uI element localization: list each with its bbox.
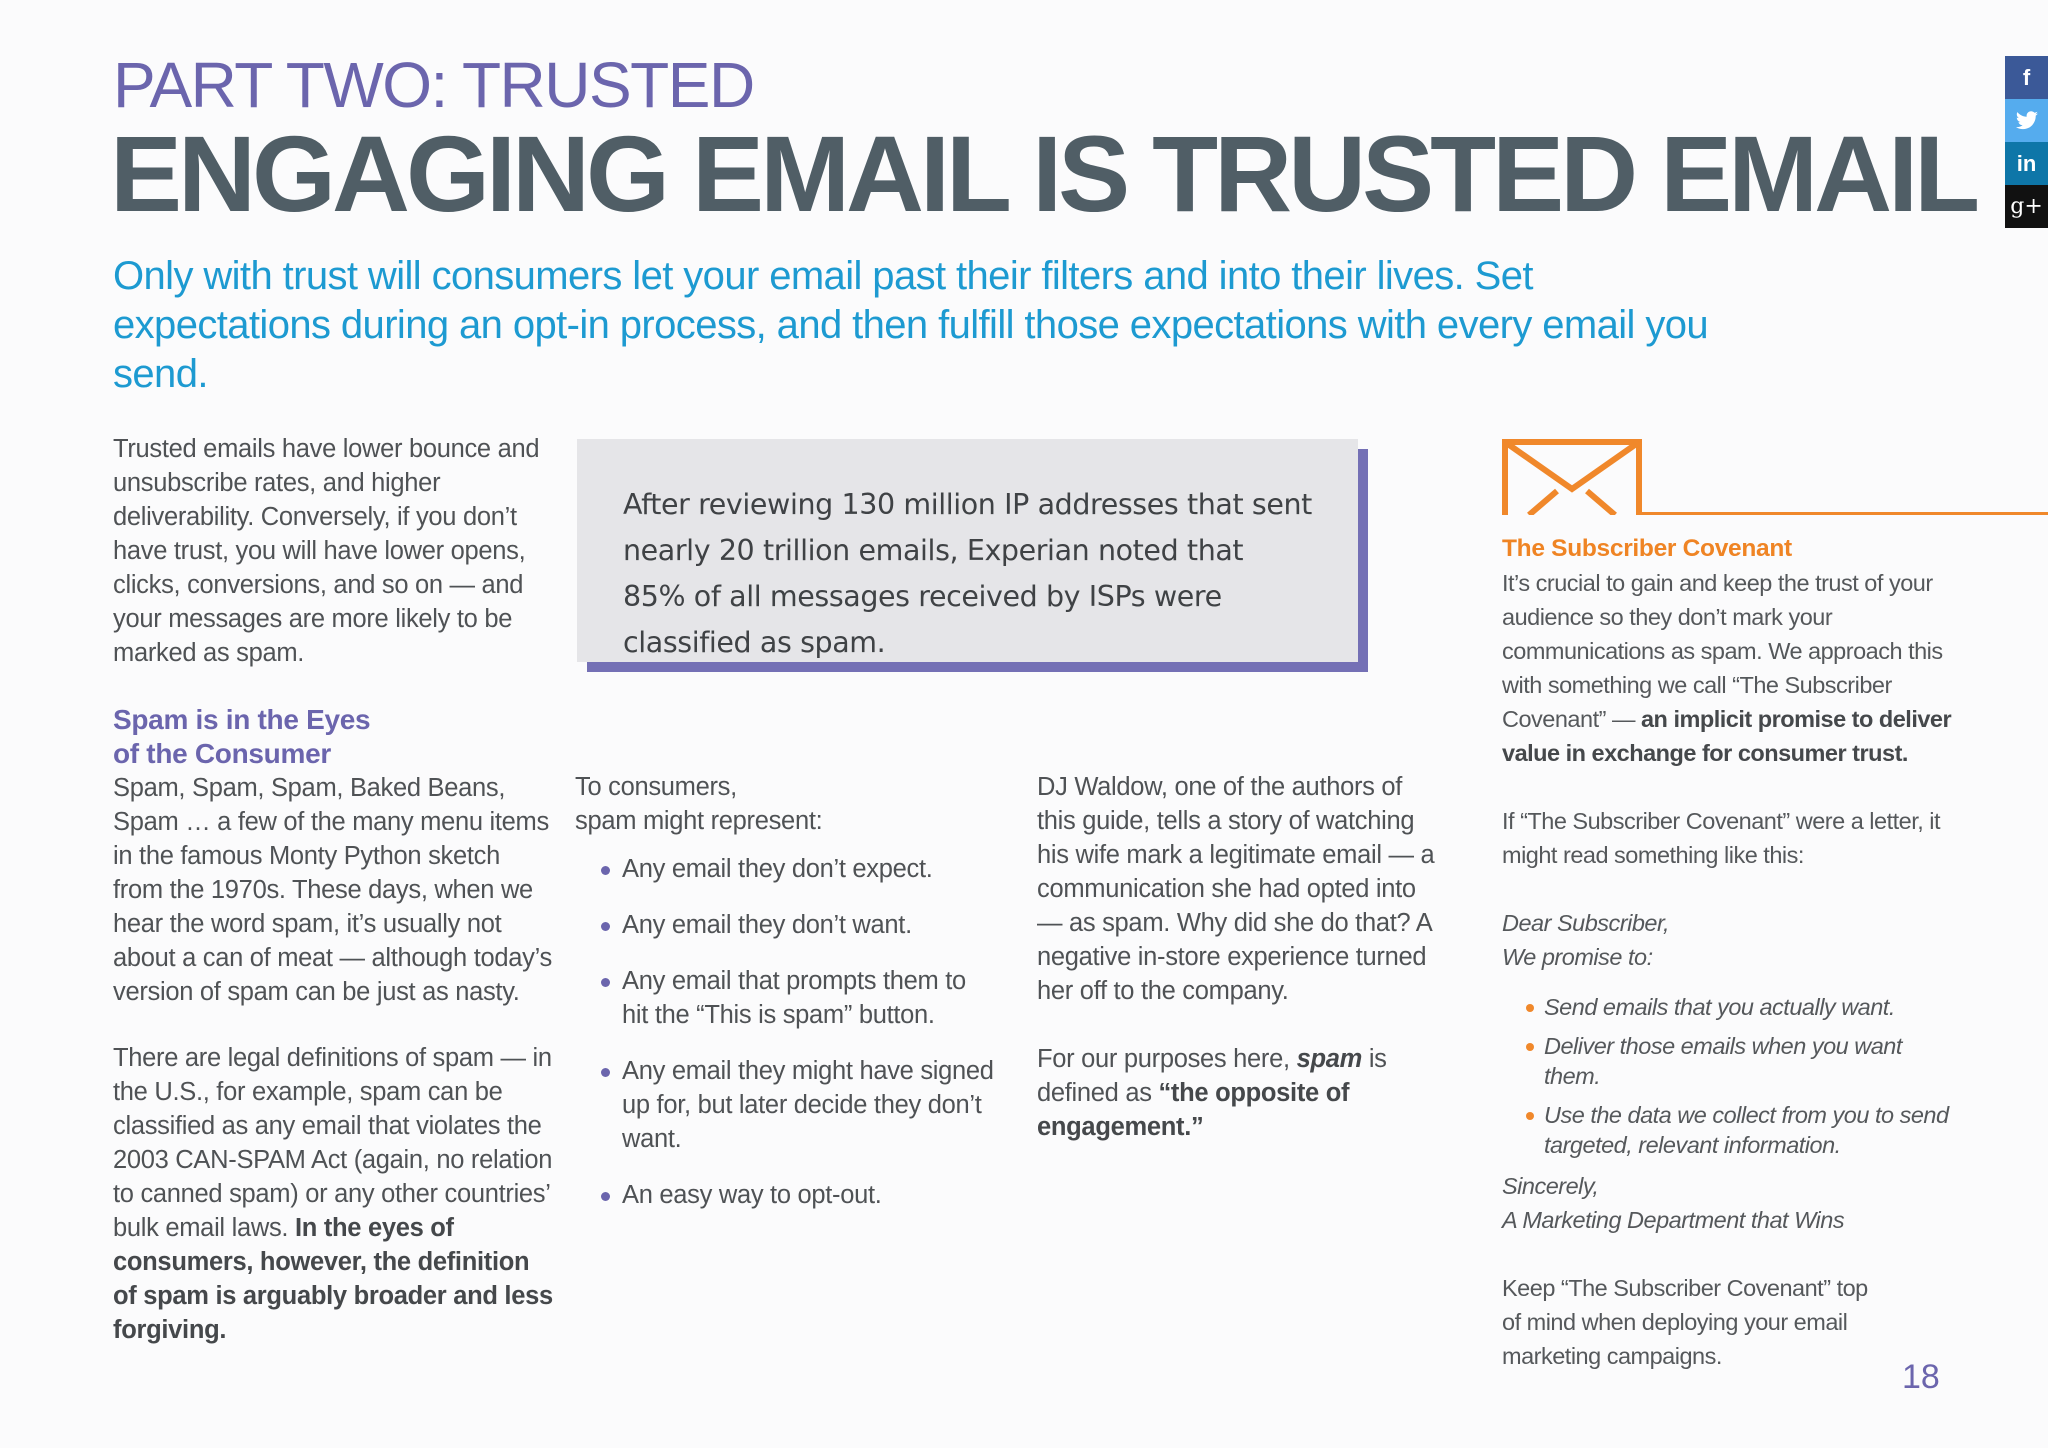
legal-definition-emphasis: In the eyes of consumers, however, the definition of spam is arguably broader and less forgiving. [113, 1214, 553, 1344]
dj-waldow-paragraph: DJ Waldow, one of the authors of this guide, tells a story of watching his wife mark a legitimate email — a communication she had opted into — as spam. Why did she do that? A negative in-store experience turned her off to the company. [1037, 773, 1435, 1005]
bullet-icon [601, 1192, 610, 1201]
list-item-text: Any email they might have signed up for, but later decide they don’t want. [622, 1057, 994, 1153]
bullet-icon [601, 922, 610, 931]
column-1 [113, 432, 553, 1347]
spam-subheading-line-1: Spam is in the Eyes [113, 704, 371, 735]
promise-text: Send emails that you actually want. [1544, 994, 1895, 1020]
experian-quote-box [577, 439, 1358, 662]
subscriber-covenant-sidebar [1502, 532, 1952, 1373]
linkedin-share-button[interactable] [2005, 142, 2048, 185]
linkedin-icon: in [2016, 150, 2037, 176]
letter-signoff: Sincerely, [1502, 1173, 1599, 1199]
letter-greeting: Dear Subscriber, [1502, 910, 1670, 936]
orange-divider [1642, 512, 2048, 515]
list-item [575, 908, 995, 942]
list-item-text: An easy way to opt-out. [622, 1181, 882, 1209]
monty-python-paragraph: Spam, Spam, Spam, Baked Beans, Spam … a few of the many menu items in the famous Monty Python sketch from the 1970s. These days, when we hear the word spam, it’s usually not about a can of meat — although today’s version of spam can be just as nasty. [113, 774, 552, 1006]
covenant-intro-text: It’s crucial to gain and keep the trust of your audience so they don’t mark your communications as spam. We approach this with something we call “The Subscriber Covenant” — [1502, 570, 1943, 732]
list-item-text: Any email they don’t expect. [622, 855, 933, 883]
intro-text: Only with trust will consumers let your email past their filters and into their lives. Set expectations during an opt-in process, and then fulfill those expectations with every email you send. [113, 254, 1709, 396]
promise-text: Use the data we collect from you to send targeted, relevant information. [1544, 1102, 1949, 1158]
promise-text: Deliver those emails when you want them. [1544, 1033, 1902, 1089]
envelope-icon [1502, 439, 1642, 515]
page-number: 18 [1902, 1358, 1940, 1396]
consumers-intro-line-1: To consumers, [575, 773, 737, 801]
bullet-icon [601, 978, 610, 987]
list-item [575, 964, 995, 1032]
list-item [575, 852, 995, 886]
consumers-intro-line-2: spam might represent: [575, 807, 823, 835]
covenant-closing: Keep “The Subscriber Covenant” top of mind when deploying your email marketing campaigns. [1502, 1275, 1868, 1369]
list-item-text: Any email that prompts them to hit the “This is spam” button. [622, 967, 966, 1029]
covenant-intro [1502, 566, 1952, 770]
page-headline: ENGAGING EMAIL IS TRUSTED EMAIL [110, 113, 1977, 234]
list-item-text: Any email they don’t want. [622, 911, 912, 939]
definition-middle: is defined as [1037, 1045, 1387, 1107]
googleplus-icon: g+ [2010, 194, 2043, 219]
trust-paragraph: Trusted emails have lower bounce and unsubscribe rates, and higher deliverability. Conversely, if you don’t have trust, you will have lower opens, clicks, conversions, and so on — and your messages are more likely to be marked as spam. [113, 435, 540, 667]
social-share-bar [2005, 56, 2048, 228]
part-kicker: PART TWO: TRUSTED [113, 49, 754, 121]
bullet-icon [601, 1068, 610, 1077]
column-3 [1037, 770, 1437, 1144]
letter-promise-lead: We promise to: [1502, 944, 1653, 970]
covenant-letter-lead: If “The Subscriber Covenant” were a letter, it might read something like this: [1502, 808, 1941, 868]
list-item [575, 1054, 995, 1156]
column-2 [575, 770, 995, 1234]
twitter-share-button[interactable] [2005, 99, 2048, 142]
spam-definition-list [575, 852, 995, 1212]
covenant-intro-emphasis: an implicit promise to deliver value in exchange for consumer trust. [1502, 706, 1952, 766]
list-item [1502, 992, 1952, 1022]
spam-term: spam [1296, 1045, 1363, 1073]
opposite-of-engagement: “the opposite of engagement.” [1037, 1079, 1350, 1141]
googleplus-share-button[interactable] [2005, 185, 2048, 228]
twitter-icon [2015, 111, 2039, 131]
bullet-icon [1526, 1004, 1534, 1012]
legal-definition-paragraph [113, 1041, 553, 1347]
spam-definition-paragraph [1037, 1042, 1437, 1144]
legal-definition-text: There are legal definitions of spam — in the U.S., for example, spam can be classified as any email that violates the 2003 CAN-SPAM Act (again, no relation to canned spam) or any other countries’ bulk email laws. [113, 1044, 553, 1242]
list-item [575, 1178, 995, 1212]
bullet-icon [601, 866, 610, 875]
bullet-icon [1526, 1043, 1534, 1051]
list-item [1502, 1100, 1952, 1160]
letter-signature: A Marketing Department that Wins [1502, 1207, 1845, 1233]
bullet-icon [1526, 1112, 1534, 1120]
spam-subheading-line-2: of the Consumer [113, 738, 331, 769]
experian-quote-text: After reviewing 130 million IP addresses that sent nearly 20 trillion emails, Experian noted that 85% of all messages received by ISPs were classified as spam. [623, 488, 1312, 659]
facebook-icon: f [2022, 64, 2031, 90]
list-item [1502, 1031, 1952, 1091]
definition-lead: For our purposes here, [1037, 1045, 1290, 1073]
promise-list [1502, 992, 1952, 1160]
covenant-title: The Subscriber Covenant [1502, 535, 1792, 562]
facebook-share-button[interactable] [2005, 56, 2048, 99]
